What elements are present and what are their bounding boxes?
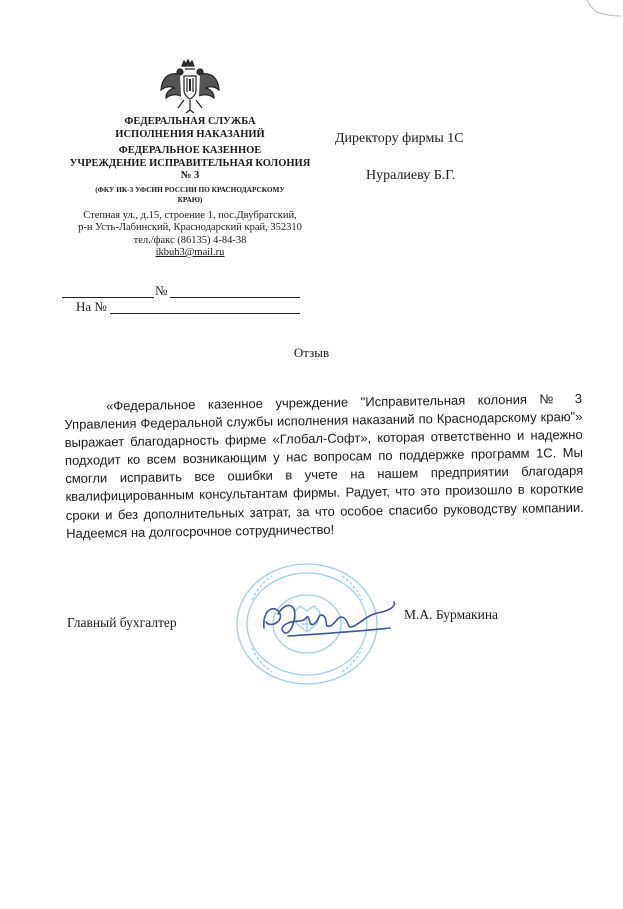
signatory-position: Главный бухгалтер [67, 615, 177, 630]
sender-block [58, 116, 322, 259]
sender-inst-line3: № 3 [180, 170, 200, 181]
outgoing-number-sign: № [155, 283, 168, 298]
signatory-name: М.А. Бурмакина [404, 607, 499, 622]
addressee-line2: Нуралиеву Б.Г. [366, 168, 456, 183]
sender-abbr-line1: (ФКУ ИК-3 УФСИН РОССИИ ПО КРАСНОДАРСКОМУ [95, 184, 285, 194]
sender-phone: тел./факс (86135) 4-84-38 [133, 234, 247, 246]
handwritten-signature [258, 598, 398, 646]
sender-address-line1: Степная ул., д.15, строение 1, пос.Двубратский, [83, 209, 297, 221]
addressee-line1: Директору фирмы 1С [335, 131, 464, 146]
scan-corner-artifact [585, 0, 623, 20]
sender-org-line1: ФЕДЕРАЛЬНАЯ СЛУЖБА [124, 116, 256, 127]
sender-abbr-line2: КРАЮ) [177, 194, 203, 204]
sender-inst-line1: ФЕДЕРАЛЬНОЕ КАЗЕННОЕ [118, 145, 262, 156]
outgoing-number-rule [170, 297, 300, 298]
document-title: Отзыв [293, 345, 330, 360]
in-reply-label: На № [76, 299, 107, 314]
double-headed-eagle-emblem-icon [158, 56, 222, 114]
sender-email-link[interactable]: ikbuh3@mail.ru [155, 247, 225, 258]
sender-address-line2: р-н Усть-Лабинский, Краснодарский край, 352310 [78, 222, 302, 233]
sender-org-line2: ИСПОЛНЕНИЯ НАКАЗАНИЙ [115, 128, 265, 140]
sender-inst-line2: УЧРЕЖДЕНИЕ ИСПРАВИТЕЛЬНАЯ КОЛОНИЯ [69, 157, 311, 169]
in-reply-rule [110, 313, 300, 314]
letter-body: «Федеральное казенное учреждение "Исправительная колония № 3 Управления Федеральной службы исполнения наказаний по Краснодарскому краю"» выражает благодарность фирме «Глобал-Софт», которая ответственно и надежно подходит ко всем возникающим у нас вопросам по поддержке программ 1С. Мы смогли исправить все ошибки в учете на нашем предприятии благодаря квалифицированным консультантам фирмы. Радует, что это произошло в короткие сроки и без дополнительных затрат, за что особое спасибо руководству компании. Надеемся на долгосрочное сотрудничество! [64, 390, 584, 541]
outgoing-date-rule [62, 297, 154, 298]
